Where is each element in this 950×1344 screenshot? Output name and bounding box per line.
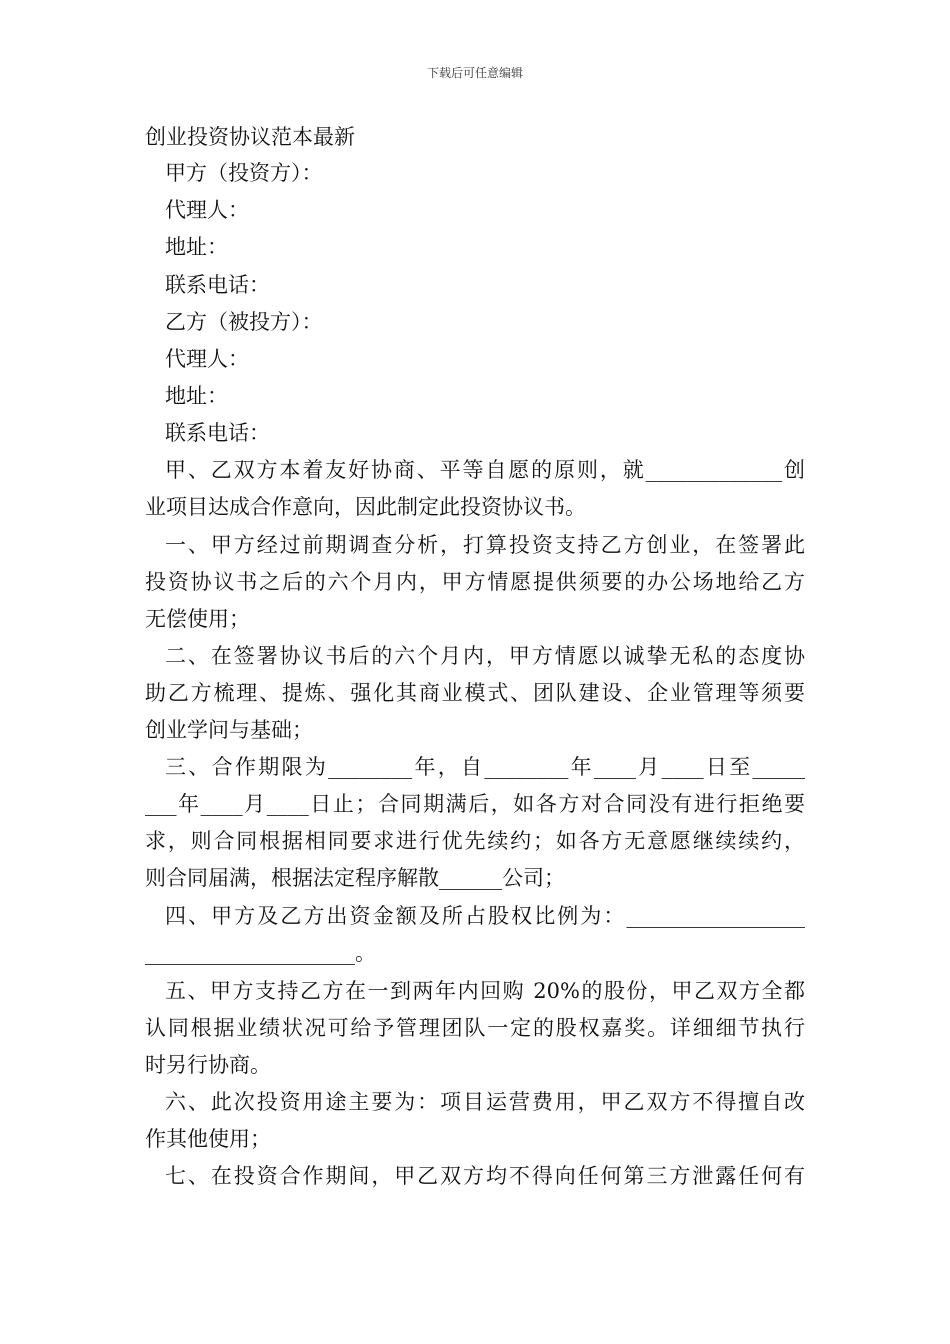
text-line: 四、甲方及乙方出资金额及所占股权比例为：_________________ [165, 904, 805, 928]
text-line: 二、在签署协议书后的六个月内，甲方情愿以诚挚无私的态度协 [165, 644, 805, 668]
text-line: 投资协议书之后的六个月内，甲方情愿提供须要的办公场地给乙方 [145, 570, 805, 594]
text-line: 则合同届满，根据法定程序解散______公司； [145, 866, 565, 890]
party-a-label: 甲方（投资方）： [165, 161, 323, 185]
text-line: 创业学问与基础； [145, 718, 313, 742]
text-line: 无偿使用； [145, 607, 250, 631]
document-title: 创业投资协议范本最新 [145, 125, 355, 149]
party-a-address: 地址： [165, 235, 228, 259]
text-line: 六、此次投资用途主要为：项目运营费用，甲乙双方不得擅自改 [165, 1090, 805, 1114]
text-line: ____________________。 [145, 941, 376, 965]
text-line: 三、合作期限为________年，自________年____月____日至_____ [165, 755, 805, 779]
text-line: 求，则合同根据相同要求进行优先续约；如各方无意愿继续续约， [145, 829, 805, 853]
text-line: 五、甲方支持乙方在一到两年内回购 20%的股份，甲乙双方全都 [165, 979, 805, 1003]
text-line: 七、在投资合作期间，甲乙双方均不得向任何第三方泄露任何有 [165, 1164, 805, 1188]
party-b-label: 乙方（被投方）： [165, 310, 323, 334]
party-b-agent: 代理人： [165, 347, 249, 371]
text-line: 业项目达成合作意向，因此制定此投资协议书。 [145, 495, 586, 519]
text-line: 甲、乙双方本着友好协商、平等自愿的原则，就_____________创 [165, 458, 805, 482]
text-line: 时另行协商。 [145, 1053, 271, 1077]
party-b-phone: 联系电话： [165, 421, 270, 445]
text-line: 助乙方梳理、提炼、强化其商业模式、团队建设、企业管理等须要 [145, 681, 805, 705]
party-a-agent: 代理人： [165, 198, 249, 222]
text-line: 认同根据业绩状况可给予管理团队一定的股权嘉奖。详细细节执行 [145, 1016, 805, 1040]
text-line: ___年____月____日止；合同期满后，如各方对合同没有进行拒绝要 [145, 792, 805, 816]
party-b-address: 地址： [165, 384, 228, 408]
page-header-note: 下载后可任意编辑 [426, 66, 523, 80]
text-line: 一、甲方经过前期调查分析，打算投资支持乙方创业，在签署此 [165, 533, 805, 557]
text-line: 作其他使用； [145, 1127, 271, 1151]
party-a-phone: 联系电话： [165, 273, 270, 297]
